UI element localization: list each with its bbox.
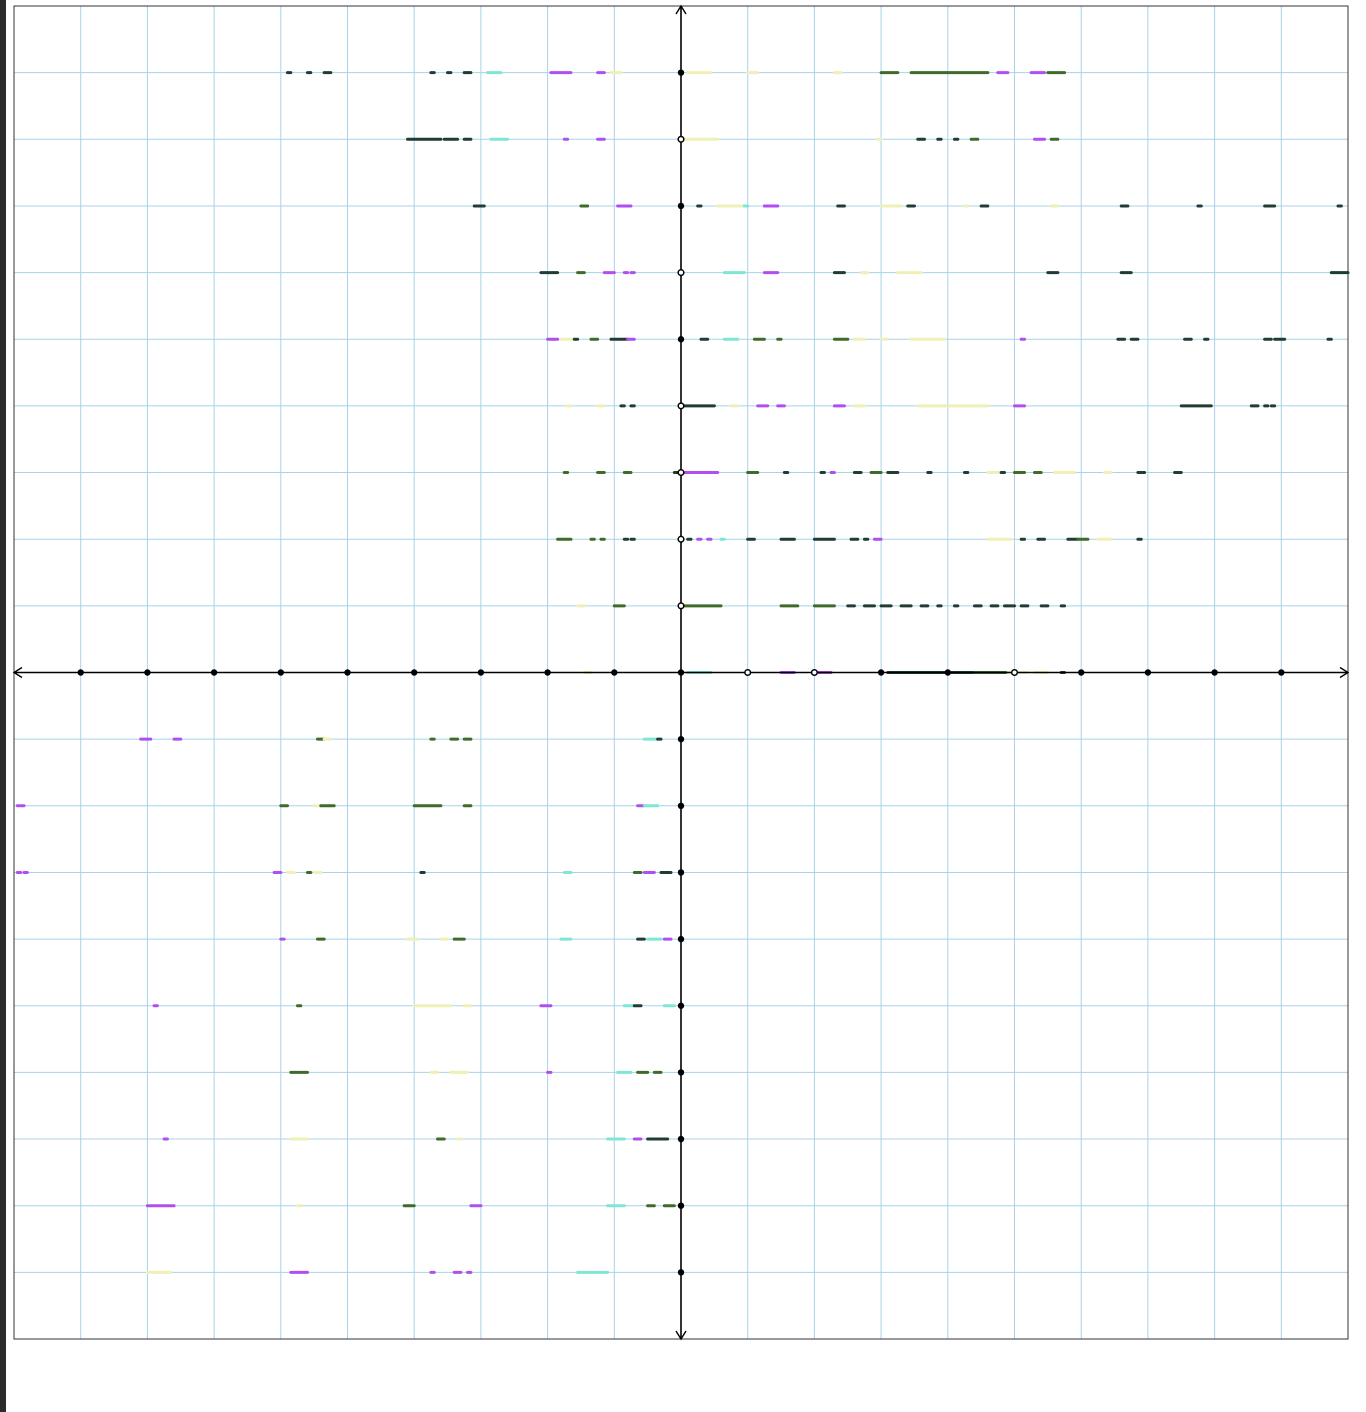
x-axis-point <box>211 669 217 675</box>
x-axis-point <box>1278 669 1284 675</box>
x-axis-point <box>745 670 751 676</box>
x-axis-point <box>1145 669 1151 675</box>
x-axis-point <box>344 669 350 675</box>
y-axis-point <box>678 1136 684 1142</box>
x-axis-point <box>1012 670 1018 676</box>
y-axis-point <box>678 270 684 276</box>
y-axis-point <box>678 470 684 476</box>
y-axis-point <box>678 137 684 143</box>
y-axis-point <box>678 203 684 209</box>
y-axis-point <box>678 1069 684 1075</box>
y-axis-point <box>678 1003 684 1009</box>
y-axis-point <box>678 936 684 942</box>
y-axis-point <box>678 336 684 342</box>
x-axis-point <box>1078 669 1084 675</box>
x-axis-point <box>812 670 818 676</box>
x-axis-point <box>144 669 150 675</box>
x-axis-point <box>478 669 484 675</box>
y-axis-point <box>678 603 684 609</box>
x-axis-point <box>611 669 617 675</box>
x-axis-point <box>544 669 550 675</box>
y-axis-point <box>678 536 684 542</box>
y-axis-point <box>678 1203 684 1209</box>
x-axis-point <box>411 669 417 675</box>
x-axis-point <box>78 669 84 675</box>
y-axis-point <box>678 803 684 809</box>
y-axis-point <box>678 1269 684 1275</box>
y-axis-point <box>678 403 684 409</box>
x-axis-point <box>945 669 951 675</box>
x-axis-point <box>878 669 884 675</box>
x-axis-point <box>1211 669 1217 675</box>
x-axis-point <box>278 669 284 675</box>
y-axis-point <box>678 736 684 742</box>
x-axis-point <box>678 669 684 675</box>
y-axis-point <box>678 869 684 875</box>
y-axis-point <box>678 69 684 75</box>
